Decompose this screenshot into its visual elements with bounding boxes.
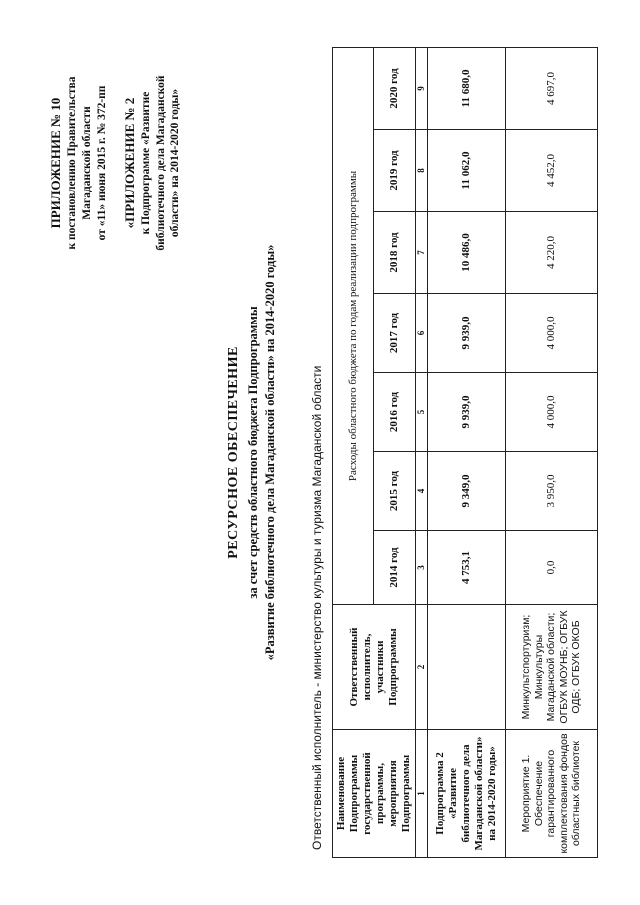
year-header: 2020 год (374, 47, 415, 129)
row-value: 11 062,0 (427, 130, 505, 212)
table-row (505, 47, 597, 857)
column-index: 1 (415, 730, 427, 858)
annex-ref-line: к постановлению Правительства (65, 76, 78, 250)
year-header: 2015 год (374, 452, 415, 531)
annex-title: ПРИЛОЖЕНИЕ № 10 (48, 97, 63, 229)
table-header-row (333, 47, 374, 857)
column-index: 2 (415, 605, 427, 730)
column-header-executor: Ответственный исполнитель, участники Подпрограммы (333, 605, 416, 730)
annex-block (48, 47, 183, 279)
year-header: 2014 год (374, 531, 415, 605)
row-value: 4 000,0 (505, 294, 597, 373)
document-subtitle: «Развитие библиотечного дела Магаданской области» на 2014-2020 годы» (263, 244, 277, 661)
row-executor (427, 605, 505, 730)
row-value: 4 452,0 (505, 130, 597, 212)
table-index-row (415, 47, 427, 857)
year-header: 2017 год (374, 294, 415, 373)
column-index: 7 (415, 212, 427, 294)
document-subtitle: за счет средств областного бюджета Подпрограммы (246, 306, 260, 599)
column-header-name: Наименование Подпрограммы государственной программы, мероприятия Подпрограммы (333, 730, 416, 858)
row-value: 9 349,0 (427, 452, 505, 531)
document-title: РЕСУРСНОЕ ОБЕСПЕЧЕНИЕ (226, 346, 241, 559)
column-index: 5 (415, 373, 427, 452)
table-row (427, 47, 505, 857)
row-name: Подпрограмма 2 «Развитие библиотечного дела Магаданской области» на 2014-2020 годы» (427, 730, 505, 858)
annex-ref-line: Магаданской области (80, 106, 93, 220)
responsible-executor-line: Ответственный исполнитель - министерство культуры и туризма Магаданской области (310, 365, 324, 850)
year-header: 2016 год (374, 373, 415, 452)
column-index: 8 (415, 130, 427, 212)
row-value: 3 950,0 (505, 452, 597, 531)
resource-table (332, 47, 598, 858)
column-index: 4 (415, 452, 427, 531)
row-executor: Минкультспортуризм; Минкультуры Магаданской области; ОГБУК МОУНБ; ОГБУК ОДБ; ОГБУК ОКОБ (505, 605, 597, 730)
row-value: 11 680,0 (427, 47, 505, 129)
year-header: 2018 год (374, 212, 415, 294)
sub-annex-line: библиотечного дела Магаданской (154, 75, 167, 251)
sub-annex-line: к Подпрограмме «Развитие (139, 91, 152, 235)
row-value: 0,0 (505, 531, 597, 605)
year-header: 2019 год (374, 130, 415, 212)
row-value: 9 939,0 (427, 373, 505, 452)
row-value: 4 000,0 (505, 373, 597, 452)
column-group-header: Расходы областного бюджета по годам реализации подпрограммы (333, 47, 374, 604)
row-name: Мероприятие 1. Обеспечение гарантированного комплектования фондов областных библиотек (505, 730, 597, 858)
column-index: 3 (415, 531, 427, 605)
column-index: 9 (415, 47, 427, 129)
row-value: 4 753,1 (427, 531, 505, 605)
row-value: 4 697,0 (505, 47, 597, 129)
annex-ref-line: от «11» июня 2015 г. № 372-пп (95, 85, 108, 241)
row-value: 4 220,0 (505, 212, 597, 294)
document-title-block (226, 60, 278, 845)
column-index: 6 (415, 294, 427, 373)
sub-annex-title: «ПРИЛОЖЕНИЕ № 2 (121, 97, 137, 229)
row-value: 9 939,0 (427, 294, 505, 373)
sub-annex-line: области» на 2014-2020 годы» (169, 88, 182, 238)
row-value: 10 486,0 (427, 212, 505, 294)
